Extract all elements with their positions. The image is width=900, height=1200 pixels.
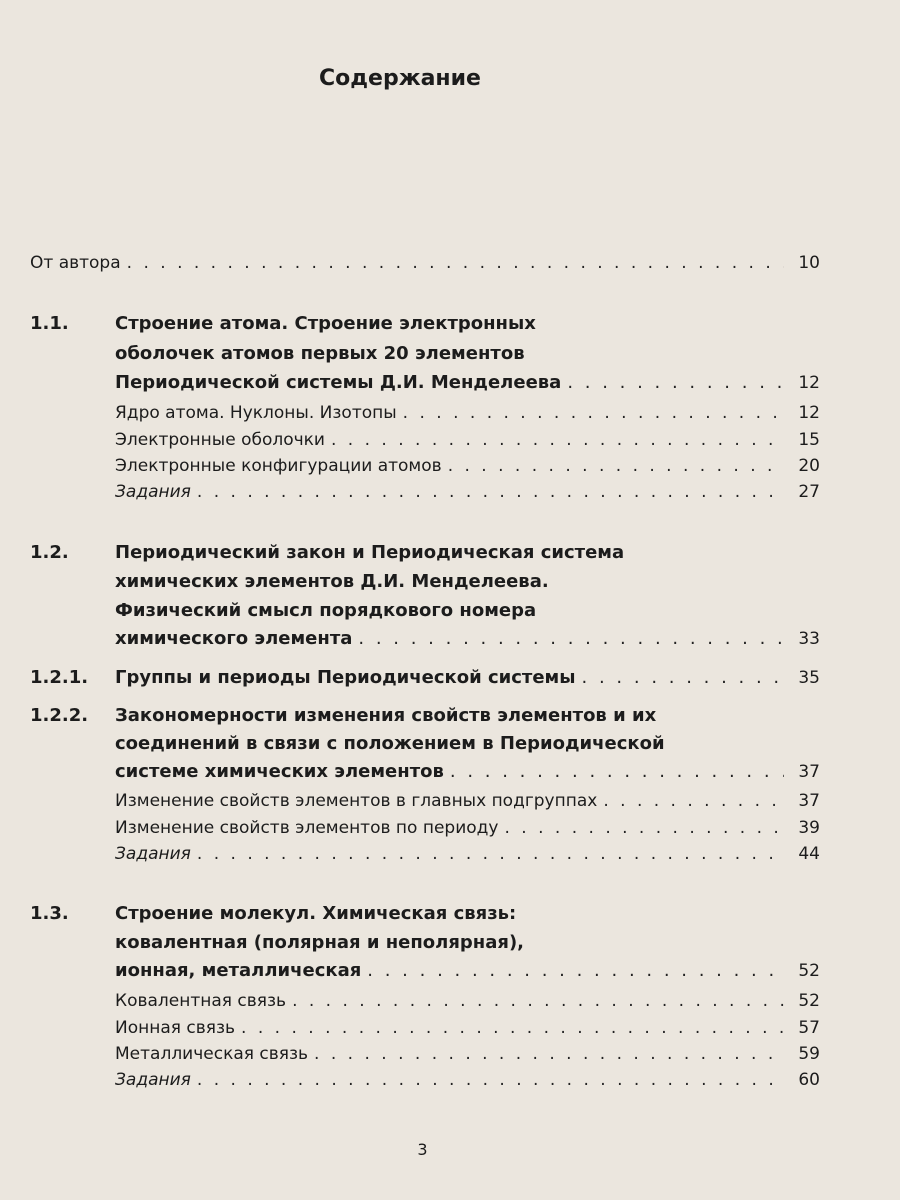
dot-leader — [197, 1070, 784, 1090]
toc-subentry[interactable] — [115, 844, 820, 864]
toc-label: Задания — [115, 844, 191, 864]
section-title-line: химического элемента — [115, 628, 353, 649]
toc-label: Группы и периоды Периодической системы — [115, 667, 576, 688]
toc-label: Задания — [115, 1070, 191, 1090]
toc-page: 52 — [798, 991, 820, 1011]
section-title-line: Строение атома. Строение электронных — [115, 313, 536, 334]
section-title-line: химических элементов Д.И. Менделеева. — [115, 571, 549, 592]
toc-entry-1-1[interactable] — [115, 372, 820, 393]
section-number: 1.1. — [30, 313, 69, 334]
toc-subentry[interactable] — [115, 818, 820, 838]
toc-page: 12 — [798, 373, 820, 393]
dot-leader — [504, 818, 784, 838]
section-title-line: оболочек атомов первых 20 элементов — [115, 343, 525, 364]
section-number: 1.3. — [30, 903, 69, 924]
toc-page: 39 — [798, 818, 820, 838]
toc-page: 52 — [798, 961, 820, 981]
toc-label: Изменение свойств элементов по периоду — [115, 818, 499, 838]
toc-subentry[interactable] — [115, 791, 820, 811]
section-title-line: системе химических элементов — [115, 761, 444, 782]
toc-page: 33 — [798, 629, 820, 649]
toc-entry-1-2-2[interactable] — [115, 761, 820, 782]
dot-leader — [450, 761, 784, 782]
section-number: 1.2. — [30, 542, 69, 563]
toc-page: 44 — [798, 844, 820, 864]
toc-subentry[interactable] — [115, 403, 820, 423]
toc-page: 37 — [798, 762, 820, 782]
section-number: 1.2.2. — [30, 705, 89, 726]
section-title-line: Периодический закон и Периодическая система — [115, 542, 625, 563]
toc-label: Электронные конфигурации атомов — [115, 456, 442, 476]
toc-subentry[interactable] — [115, 456, 820, 476]
toc-subentry[interactable] — [115, 1018, 820, 1038]
toc-page: 20 — [798, 456, 820, 476]
toc-label: От автора — [30, 253, 121, 273]
dot-leader — [241, 1018, 784, 1038]
section-title-line: Закономерности изменения свойств элементов и их — [115, 705, 657, 726]
toc-label: Задания — [115, 482, 191, 502]
toc-label: Электронные оболочки — [115, 430, 325, 450]
toc-page: 57 — [798, 1018, 820, 1038]
toc-page: 37 — [798, 791, 820, 811]
toc-label: Изменение свойств элементов в главных подгруппах — [115, 791, 598, 811]
section-title-line: ионная, металлическая — [115, 960, 362, 981]
dot-leader — [603, 791, 784, 811]
toc-subentry[interactable] — [115, 430, 820, 450]
dot-leader — [197, 844, 784, 864]
toc-entry-1-2-1[interactable] — [115, 667, 820, 688]
section-title-line: соединений в связи с положением в Периодической — [115, 733, 665, 754]
toc-subentry[interactable] — [115, 1044, 820, 1064]
section-title-line: Строение молекул. Химическая связь: — [115, 903, 517, 924]
toc-subentry[interactable] — [115, 482, 820, 502]
dot-leader — [367, 960, 784, 981]
toc-entry-1-2[interactable] — [115, 628, 820, 649]
toc-subentry[interactable] — [115, 1070, 820, 1090]
toc-page: 12 — [798, 403, 820, 423]
toc-page: 59 — [798, 1044, 820, 1064]
dot-leader — [292, 991, 784, 1011]
page-title: Содержание — [319, 66, 481, 91]
toc-label: Ковалентная связь — [115, 991, 287, 1011]
dot-leader — [358, 628, 784, 649]
section-title-line: ковалентная (полярная и неполярная), — [115, 932, 525, 953]
toc-entry-intro[interactable] — [30, 253, 820, 273]
dot-leader — [403, 403, 784, 423]
section-title-line: Периодической системы Д.И. Менделеева — [115, 372, 562, 393]
toc-page: 60 — [798, 1070, 820, 1090]
toc-page: 15 — [798, 430, 820, 450]
dot-leader — [331, 430, 784, 450]
toc-label: Металлическая связь — [115, 1044, 309, 1064]
toc-page: 27 — [798, 482, 820, 502]
toc-page: 10 — [798, 253, 820, 273]
dot-leader — [448, 456, 784, 476]
dot-leader — [314, 1044, 784, 1064]
page-number: 3 — [417, 1140, 428, 1159]
dot-leader — [567, 372, 784, 393]
toc-subentry[interactable] — [115, 991, 820, 1011]
toc-label: Ионная связь — [115, 1018, 236, 1038]
section-title-line: Физический смысл порядкового номера — [115, 600, 537, 621]
toc-label: Ядро атома. Нуклоны. Изотопы — [115, 403, 397, 423]
section-number: 1.2.1. — [30, 667, 89, 688]
toc-entry-1-3[interactable] — [115, 960, 820, 981]
dot-leader — [127, 253, 784, 273]
dot-leader — [582, 667, 784, 688]
dot-leader — [197, 482, 784, 502]
toc-page: 35 — [798, 668, 820, 688]
